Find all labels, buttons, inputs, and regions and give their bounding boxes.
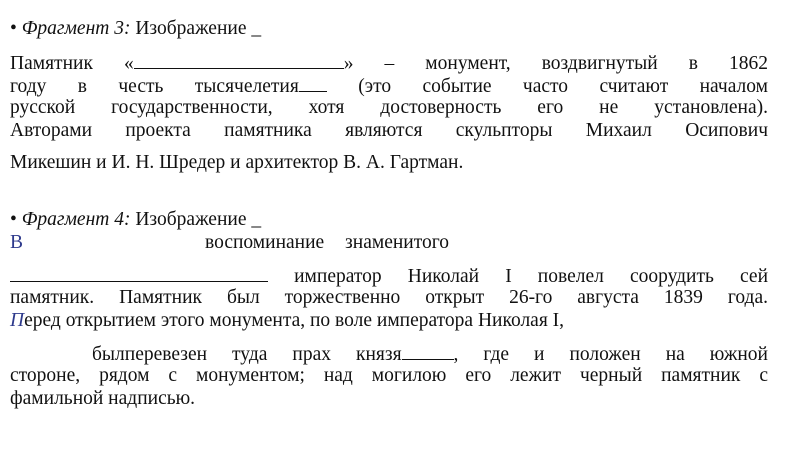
blank-monument-name [134,51,344,69]
fragment-3-line-2: году в честь тысячелетия (это событие часто считают началом [10,76,769,97]
fragment-4-line-5: былперевезен туда прах князя , где и положен на южной [92,344,768,365]
bullet: • [10,18,17,39]
fragment-3-title: Изображение _ [135,18,262,39]
fragment-3-line-5: Микешин и И. Н. Шредер и архитектор В. А. Гартман. [10,152,464,173]
fragment-4-heading [10,209,768,231]
fragment-3-label: Фрагмент 3: [21,18,131,39]
fragment-3-heading [10,18,768,40]
fragment-3-line-3: русской государственности, хотя достоверность его не установлена). [10,97,768,118]
blank-prince [402,342,454,360]
fragment-4-line-4: Перед открытием этого монумента, по воле императора Николая I, [10,310,565,331]
blank-emperor [10,264,268,282]
fragment-4-label: Фрагмент 4: [21,209,131,230]
bullet: • [10,209,17,230]
fragment-4-line-7: фамильной надписью. [10,388,196,409]
fragment-4-line-2: император Николай I повелел соорудить сей [10,264,768,288]
fragment-4-title: Изображение _ [135,209,262,230]
fragment-4-line-1: В воспоминание знаменитого [10,232,449,253]
fragment-4-line-6: стороне, рядом с монументом; над могилою его лежит черный памятник с [10,365,768,386]
blank-millennium [299,74,327,92]
fragment-3-line-4: Авторами проекта памятника являются скульпторы Михаил Осипович [10,120,768,141]
fragment-3-line-1: Памятник « » – монумент, воздвигнутый в 1862 [10,53,768,74]
fragment-4-line-3: памятник. Памятник был торжественно открыт 26-го августа 1839 года. [10,287,768,308]
